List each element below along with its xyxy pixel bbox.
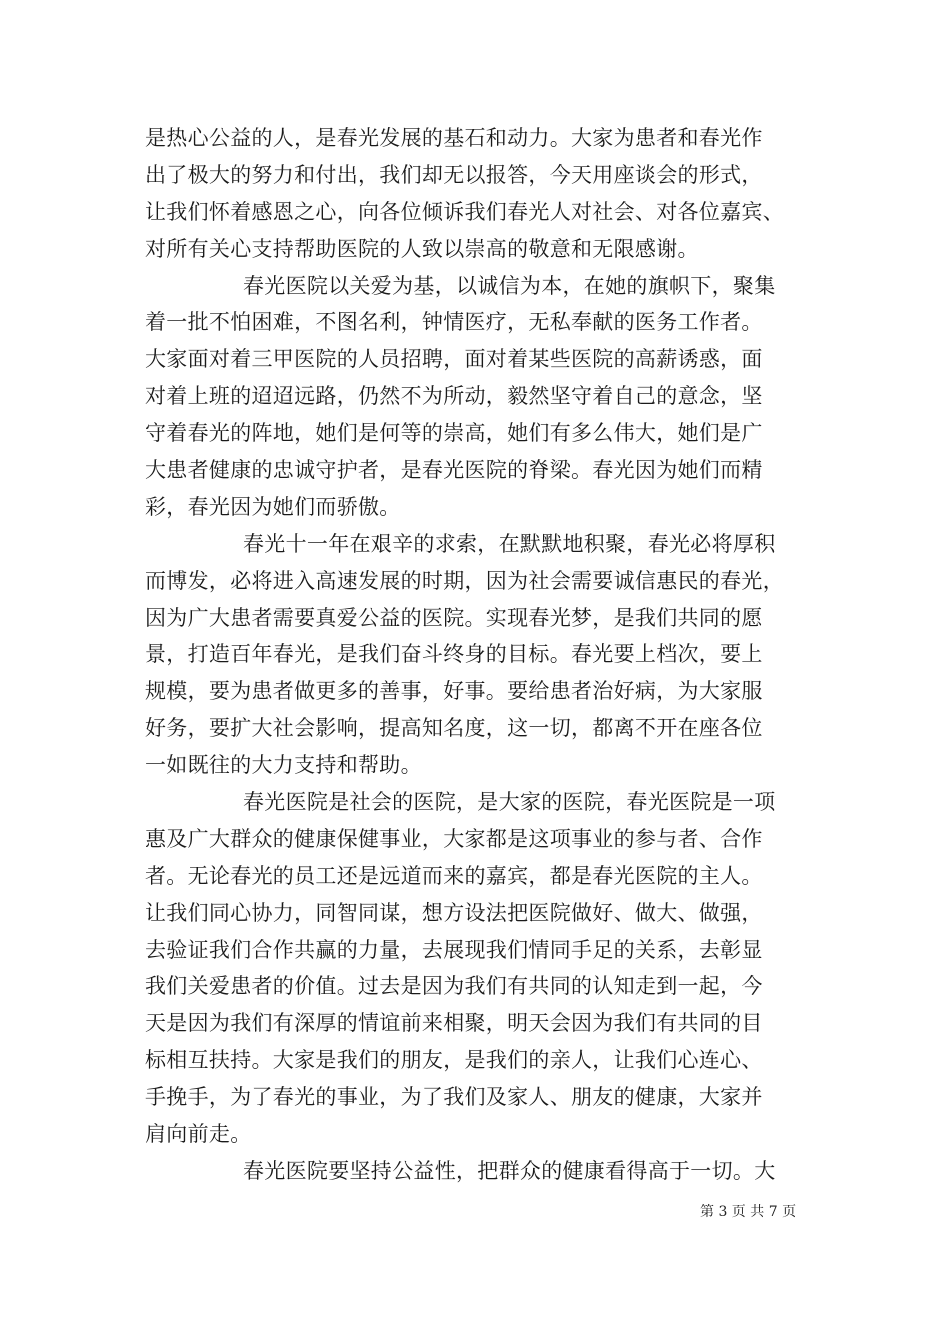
text-line: 规模，要为患者做更多的善事，好事。要给患者治好病，为大家服 <box>145 679 763 704</box>
text-line: 是热心公益的人，是春光发展的基石和动力。大家为患者和春光作 <box>145 126 763 150</box>
document-body <box>145 120 810 1190</box>
text-line: 对所有关心支持帮助医院的人致以崇高的敬意和无限感谢。 <box>145 236 699 261</box>
text-line: 而博发，必将进入高速发展的时期，因为社会需要诚信惠民的春光， <box>145 568 784 593</box>
page-number-footer: 第 3 页 共 7 页 <box>700 1204 797 1220</box>
text-line: 春光医院要坚持公益性，把群众的健康看得高于一切。大 <box>243 1158 776 1183</box>
text-line: 彩，春光因为她们而骄傲。 <box>145 494 401 519</box>
text-line: 对着上班的迢迢远路，仍然不为所动，毅然坚守着自己的意念，坚 <box>145 384 763 409</box>
text-line: 惠及广大群众的健康保健事业，大家都是这项事业的参与者、合作 <box>145 826 763 851</box>
text-line: 者。无论春光的员工还是远道而来的嘉宾，都是春光医院的主人。 <box>145 863 763 888</box>
text-line: 大患者健康的忠诚守护者，是春光医院的脊梁。春光因为她们而精 <box>145 458 763 483</box>
text-line: 着一批不怕困难，不图名利，钟情医疗，无私奉献的医务工作者。 <box>145 310 763 335</box>
text-line: 春光医院以关爱为基，以诚信为本，在她的旗帜下，聚集 <box>243 273 776 298</box>
text-line: 春光医院是社会的医院，是大家的医院，春光医院是一项 <box>243 790 776 815</box>
text-line: 守着春光的阵地，她们是何等的崇高，她们有多么伟大，她们是广 <box>145 421 763 446</box>
text-line: 春光十一年在艰辛的求索，在默默地积聚，春光必将厚积 <box>243 531 776 556</box>
text-line: 天是因为我们有深厚的情谊前来相聚，明天会因为我们有共同的目 <box>145 1011 763 1036</box>
text-line: 肩向前走。 <box>145 1122 252 1147</box>
text-line: 去验证我们合作共赢的力量，去展现我们情同手足的关系，去彰显 <box>145 937 763 962</box>
text-line: 让我们同心协力，同智同谋，想方设法把医院做好、做大、做强， <box>145 900 763 925</box>
text-line: 标相互扶持。大家是我们的朋友，是我们的亲人，让我们心连心、 <box>145 1048 763 1073</box>
text-line: 出了极大的努力和付出，我们却无以报答，今天用座谈会的形式， <box>145 162 763 187</box>
text-line: 手挽手，为了春光的事业，为了我们及家人、朋友的健康，大家并 <box>145 1085 763 1110</box>
text-line: 让我们怀着感恩之心，向各位倾诉我们春光人对社会、对各位嘉宾、 <box>145 199 784 224</box>
text-line: 一如既往的大力支持和帮助。 <box>145 753 422 778</box>
text-line: 我们关爱患者的价值。过去是因为我们有共同的认知走到一起，今 <box>145 974 763 999</box>
text-line: 大家面对着三甲医院的人员招聘，面对着某些医院的高薪诱惑，面 <box>145 347 763 372</box>
text-line: 景，打造百年春光，是我们奋斗终身的目标。春光要上档次，要上 <box>145 642 763 667</box>
text-line: 好务，要扩大社会影响，提高知名度，这一切，都离不开在座各位 <box>145 716 763 741</box>
text-line: 因为广大患者需要真爱公益的医院。实现春光梦，是我们共同的愿 <box>145 605 763 630</box>
